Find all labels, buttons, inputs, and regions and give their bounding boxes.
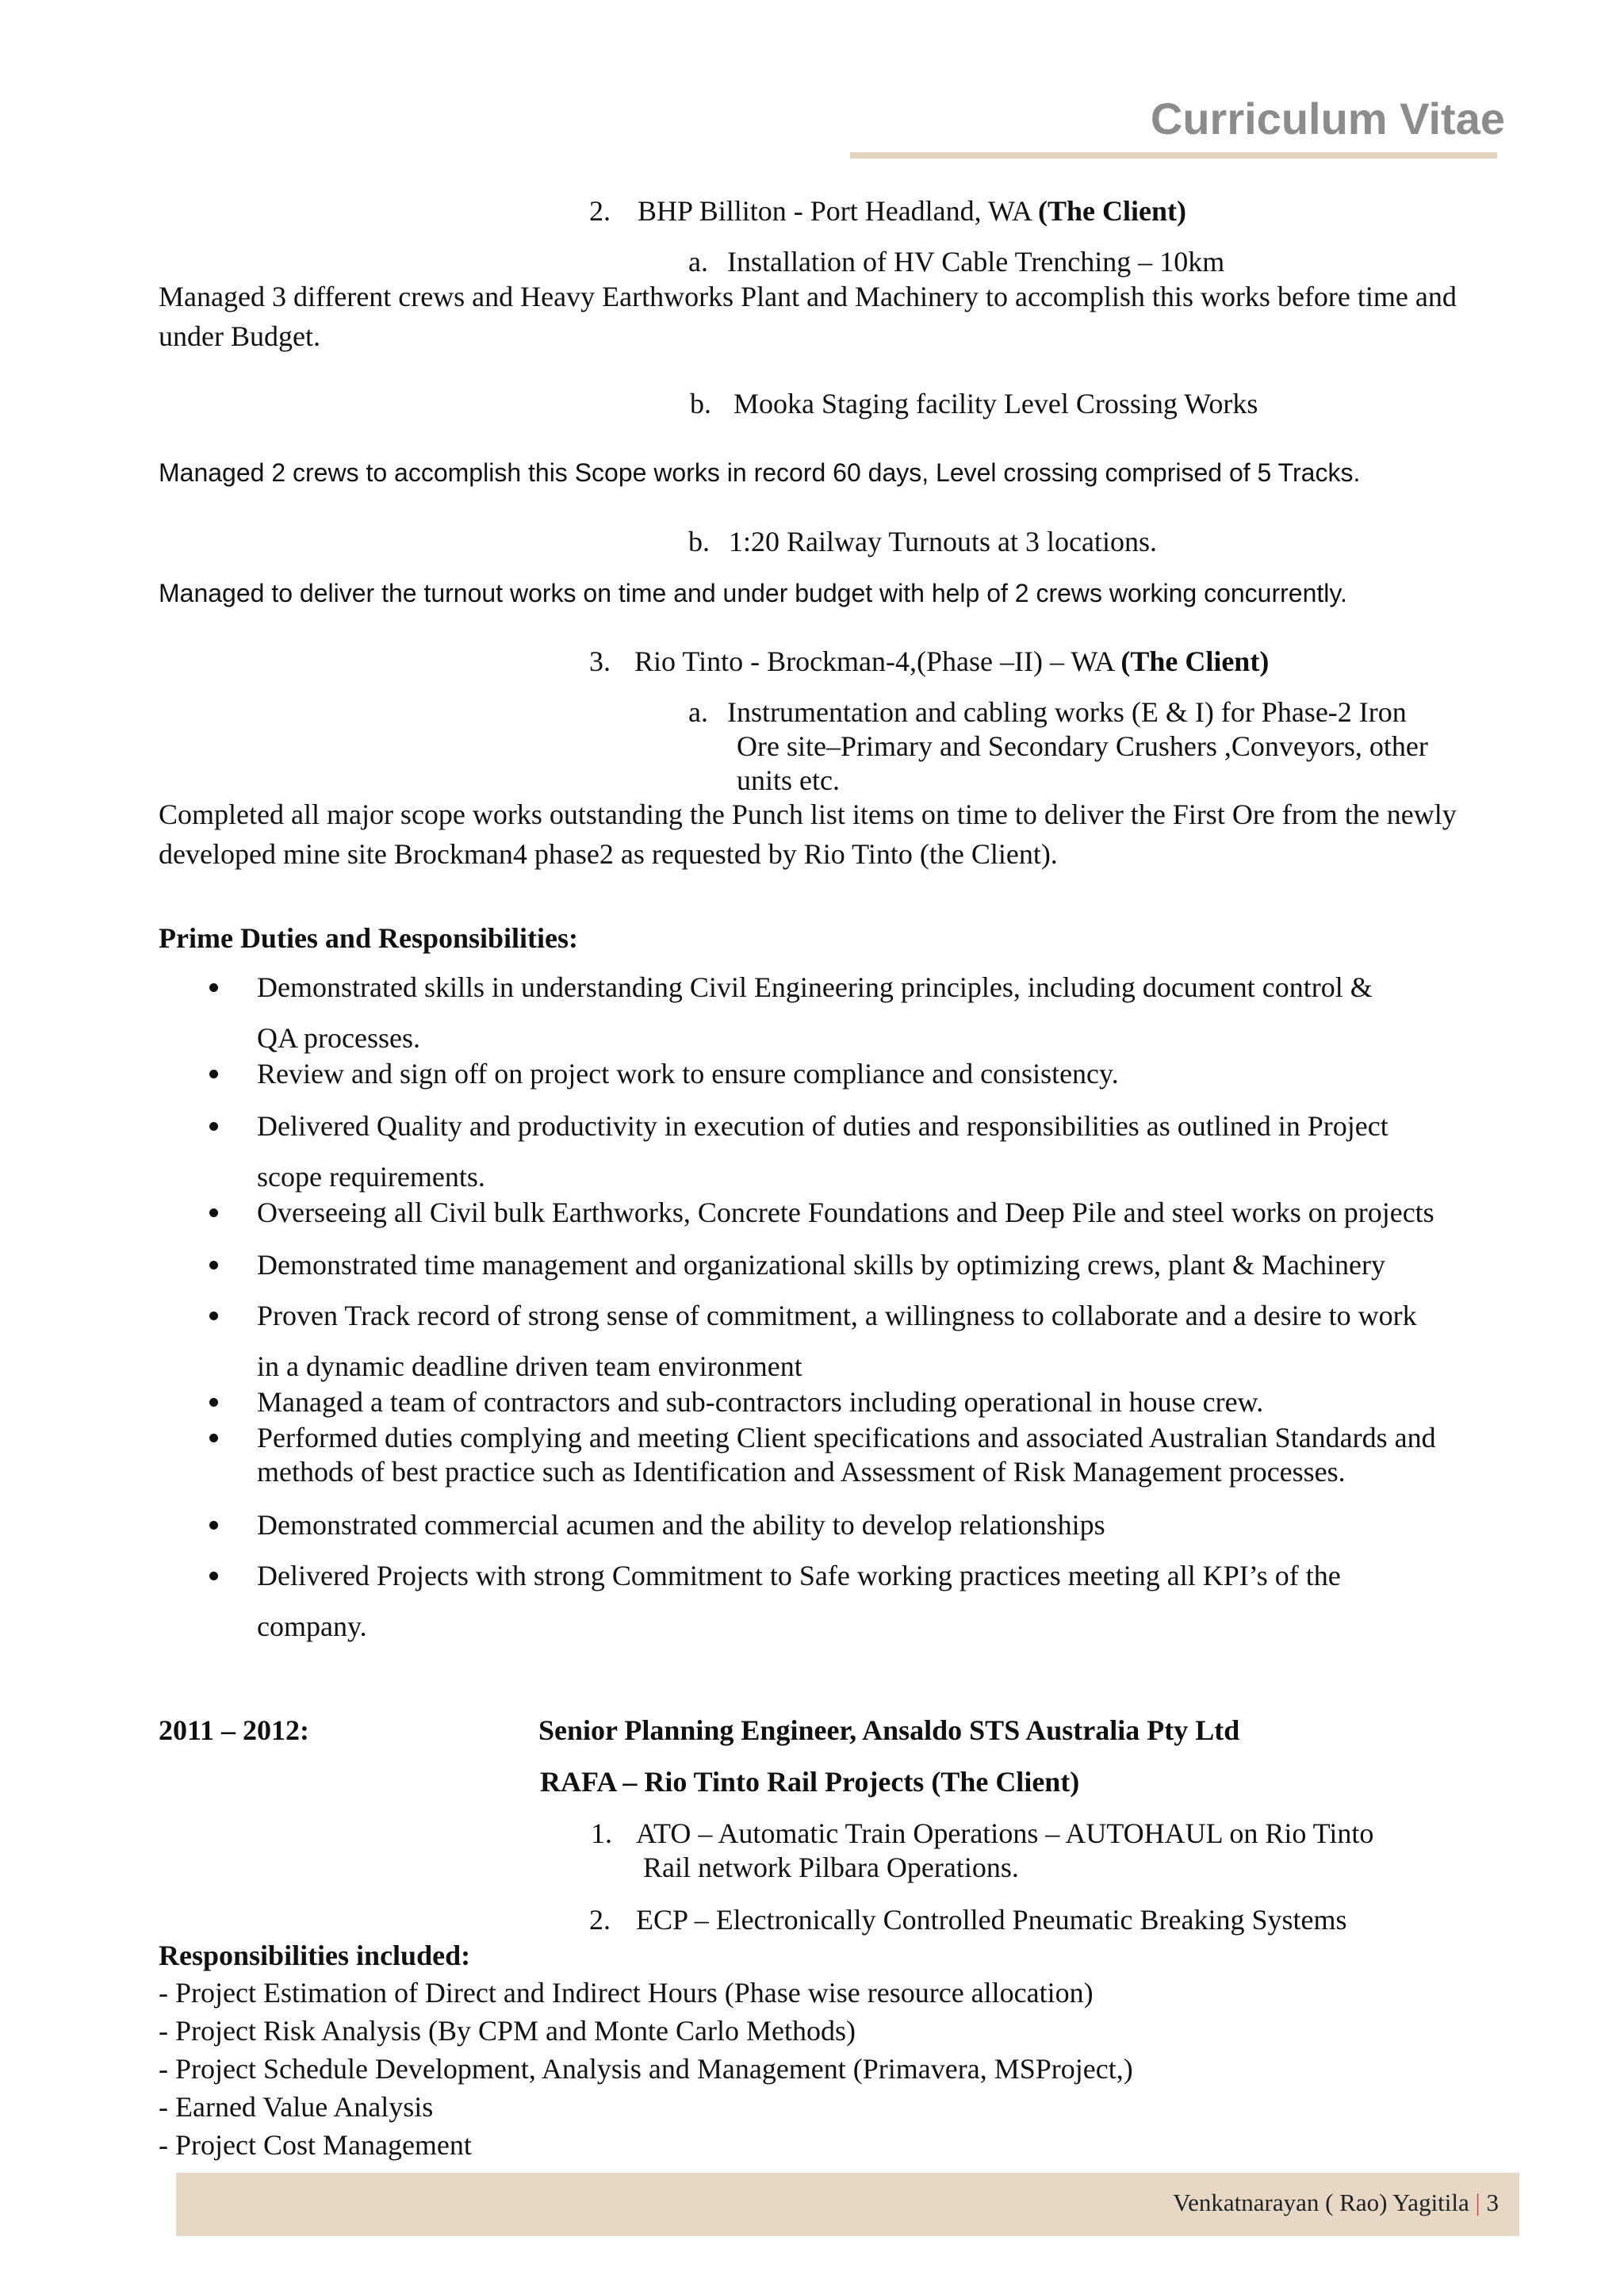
responsibility-item: - Project Schedule Development, Analysis and Management (Primavera, MSProject,) [159, 2053, 1133, 2085]
bullet-icon [209, 1261, 218, 1270]
bullet-icon [209, 1122, 218, 1131]
job-item-1-line-1: ATO – Automatic Train Operations – AUTOHAUL on Rio Tinto [636, 1817, 1374, 1849]
project-3-item-a-line-1: Instrumentation and cabling works (E & I) for Phase-2 Iron [726, 696, 1407, 728]
bullet-icon [209, 1572, 218, 1580]
project-2-client: (The Client) [1038, 195, 1186, 227]
project-3-item-a: a. Instrumentation and cabling works (E & I) for Phase-2 Iron [688, 696, 1407, 728]
footer [1173, 2187, 1499, 2219]
project-3-title: Rio Tinto - Brockman-4,(Phase –II) – WA [634, 645, 1121, 677]
project-2-number: 2. [589, 195, 611, 227]
footer-separator: | [1475, 2189, 1480, 2216]
project-2-item-a-description: Managed 3 different crews and Heavy Earthworks Plant and Machinery to accomplish this works before time and [159, 281, 1457, 312]
page-number: 3 [1486, 2189, 1499, 2216]
footer-author-name: Venkatnarayan ( Rao) Yagitila [1173, 2189, 1469, 2216]
job-item-1: 1. ATO – Automatic Train Operations – AUTOHAUL on Rio Tinto [591, 1817, 1374, 1849]
project-2-item-b-title: Mooka Staging facility Level Crossing Works [733, 388, 1258, 419]
job-item-1-line-2: Rail network Pilbara Operations. [643, 1852, 1019, 1883]
responsibility-item: - Project Risk Analysis (By CPM and Monte Carlo Methods) [159, 2015, 856, 2047]
bullet-icon [209, 1434, 218, 1442]
document-title: Curriculum Vitae [1150, 94, 1505, 144]
responsibility-item: - Project Cost Management [159, 2129, 472, 2161]
bullet-icon [209, 983, 218, 992]
project-2-title: BHP Billiton - Port Headland, WA [638, 195, 1039, 227]
bullet-icon [209, 1208, 218, 1217]
duties-list: Demonstrated skills in understanding Civil Engineering principles, including document control & QA processes. Review and sign off on project work to ensure compliance and consistency. Delivered Quality and productivity in execution of duties and responsibilities as outlined in Project scope requirements. Overseeing all Civil bulk Earthworks, Concrete Foundations and Deep Pile and steel works on projects Demonstrated time management and organizational skills by optimizing crews, plant & Machinery Proven Track record of strong sense of commitment, a willingness to collaborate and a desire to work in a dynamic deadline driven team environment Managed a team of contractors and sub-contractors including operational in house crew. Performed duties complying and meeting Client specifications and associated Australian Standards and methods of best practice such as Identification and Assessment of Risk Management processes. Demonstrated commercial acumen and the ability to develop relationships Delivered Projects with strong Commitment to Safe working practices meeting all KPI’s of the company. [159, 0, 1522, 2294]
bullet-icon [209, 1398, 218, 1407]
project-3-description: Completed all major scope works outstanding the Punch list items on time to deliver the First Ore from the newly [159, 798, 1457, 830]
project-2-item-c-description: Managed to deliver the turnout works on time and under budget with help of 2 crews working concurrently. [159, 579, 1347, 607]
job-title: Senior Planning Engineer, Ansaldo STS Australia Pty Ltd [538, 1714, 1240, 1746]
bullet-icon [209, 1521, 218, 1530]
project-2-item-c-title: 1:20 Railway Turnouts at 3 locations. [729, 526, 1157, 557]
bullet-icon [209, 1312, 218, 1320]
bullet-icon [209, 1070, 218, 1078]
project-2-item-b-description: Managed 2 crews to accomplish this Scope works in record 60 days, Level crossing comprised of 5 Tracks. [159, 458, 1361, 487]
job-item-2-title: ECP – Electronically Controlled Pneumatic Breaking Systems [636, 1904, 1347, 1936]
responsibilities-heading: Responsibilities included: [159, 1940, 471, 1971]
project-2-item-c: b. 1:20 Railway Turnouts at 3 locations. [688, 526, 1157, 557]
project-2-item-a: a. Installation of HV Cable Trenching – 10km [688, 246, 1225, 278]
project-3-description-cont: developed mine site Brockman4 phase2 as requested by Rio Tinto (the Client). [159, 838, 1058, 870]
duties-heading: Prime Duties and Responsibilities: [159, 922, 579, 954]
responsibility-item: - Earned Value Analysis [159, 2091, 434, 2123]
project-3-item-a-line-3: units etc. [737, 764, 840, 796]
project-2-item-a-description-cont: under Budget. [159, 320, 320, 352]
project-2-item-b: b. Mooka Staging facility Level Crossing Works [690, 388, 1258, 419]
job-subtitle: RAFA – Rio Tinto Rail Projects (The Client) [540, 1766, 1080, 1798]
job-period: 2011 – 2012: [159, 1714, 310, 1746]
project-3-client: (The Client) [1120, 645, 1270, 677]
responsibility-item: - Project Estimation of Direct and Indirect Hours (Phase wise resource allocation) [159, 1977, 1094, 2009]
project-3-item-a-line-2: Ore site–Primary and Secondary Crushers ,Conveyors, other [737, 730, 1428, 762]
project-3-number: 3. [589, 645, 611, 677]
project-2-item-a-title: Installation of HV Cable Trenching – 10km [726, 246, 1225, 278]
job-item-2: 2. ECP – Electronically Controlled Pneumatic Breaking Systems [589, 1904, 1347, 1936]
